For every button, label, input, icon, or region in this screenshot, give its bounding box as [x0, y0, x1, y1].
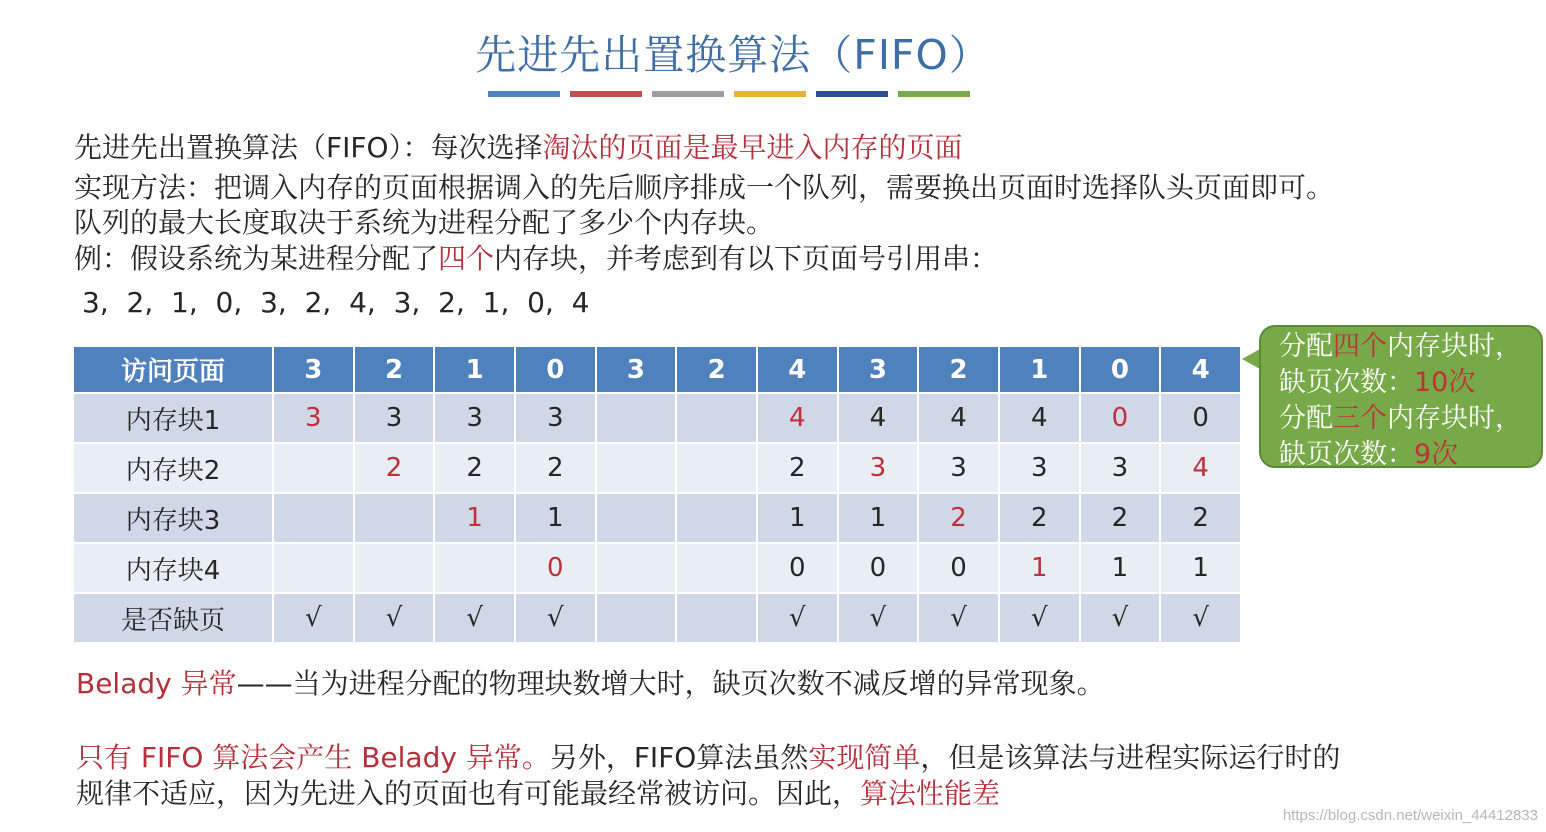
header-page-5: 3 [596, 346, 677, 393]
callout-text: 内存块时， [1387, 403, 1522, 434]
callout-highlight: 三个 [1333, 403, 1387, 434]
table-cell: 3 [354, 393, 435, 443]
row-label: 内存块3 [73, 493, 273, 543]
table-cell: 1 [999, 543, 1080, 593]
callout-pointer [1242, 349, 1260, 369]
table-cell: 1 [1160, 543, 1241, 593]
table-cell: 0 [1080, 393, 1161, 443]
fault-count-callout [1259, 325, 1543, 468]
table-cell: √ [1080, 593, 1161, 643]
table-cell: 4 [838, 393, 919, 443]
fifo-table [72, 345, 1242, 644]
callout-text: 缺页次数： [1279, 439, 1414, 470]
table-cell: 1 [434, 493, 515, 543]
table-cell [676, 593, 757, 643]
table-header-row [73, 346, 1241, 393]
header-page-7: 4 [757, 346, 838, 393]
table-row [73, 493, 1241, 543]
table-cell: √ [757, 593, 838, 643]
table-cell [273, 443, 354, 493]
table-cell: 4 [918, 393, 999, 443]
definition-lead: 先进先出置换算法（FIFO）：每次选择 [74, 131, 543, 164]
definition-highlight: 淘汰的页面是最早进入内存的页面 [542, 131, 963, 164]
conclusion-highlight-1: 只有 FIFO 算法会产生 Belady 异常。 [76, 741, 550, 774]
conclusion-text-1b: ，但是该算法与进程实际运行时的 [920, 741, 1341, 774]
table-cell: √ [1160, 593, 1241, 643]
callout-highlight: 9次 [1414, 439, 1459, 470]
table-cell [596, 493, 677, 543]
queue-length-line: 队列的最大长度取决于系统为进程分配了多少个内存块。 [74, 206, 775, 239]
method-line: 实现方法：把调入内存的页面根据调入的先后顺序排成一个队列，需要换出页面时选择队头页面即可。 [74, 171, 1335, 204]
table-cell: 2 [999, 493, 1080, 543]
table-cell: 0 [757, 543, 838, 593]
example-highlight: 四个 [438, 242, 495, 275]
row-label: 内存块4 [73, 543, 273, 593]
row-label: 是否缺页 [73, 593, 273, 643]
table-cell [676, 543, 757, 593]
table-cell: √ [434, 593, 515, 643]
table-cell: 2 [918, 493, 999, 543]
title-bar-5 [816, 91, 888, 97]
callout-text: 分配 [1279, 331, 1333, 362]
table-cell [354, 543, 435, 593]
table-cell: √ [838, 593, 919, 643]
table-cell: 3 [918, 443, 999, 493]
table-cell: 2 [1160, 493, 1241, 543]
callout-line-4 [1279, 437, 1541, 473]
table-cell: √ [273, 593, 354, 643]
title-bar-4 [734, 91, 806, 97]
table-cell: 3 [1080, 443, 1161, 493]
title-bar-2 [570, 91, 642, 97]
conclusion-text-1a: 另外，FIFO算法虽然 [549, 741, 809, 774]
watermark: https://blog.csdn.net/weixin_44412833 [1282, 807, 1538, 824]
example-lead: 例：假设系统为某进程分配了 [74, 242, 439, 275]
table-cell: 1 [1080, 543, 1161, 593]
table-cell [273, 543, 354, 593]
table-cell [596, 393, 677, 443]
header-page-10: 1 [999, 346, 1080, 393]
callout-highlight: 10次 [1414, 367, 1476, 398]
callout-text: 内存块时， [1387, 331, 1522, 362]
title-color-bars [488, 91, 970, 97]
table-cell: 1 [757, 493, 838, 543]
title-bar-1 [488, 91, 560, 97]
example-line [74, 241, 998, 277]
table-cell: 2 [757, 443, 838, 493]
table-cell: 1 [515, 493, 596, 543]
table-cell: 3 [434, 393, 515, 443]
header-page-9: 2 [918, 346, 999, 393]
table-cell [676, 493, 757, 543]
table-cell: 0 [838, 543, 919, 593]
header-page-2: 2 [354, 346, 435, 393]
conclusion-line-1 [76, 740, 1340, 776]
header-label: 访问页面 [73, 346, 273, 393]
header-page-11: 0 [1080, 346, 1161, 393]
table-cell [676, 443, 757, 493]
reference-string: 3, 2, 1, 0, 3, 2, 4, 3, 2, 1, 0, 4 [82, 286, 590, 319]
table-cell: 4 [999, 393, 1080, 443]
table-cell: 3 [515, 393, 596, 443]
table-row [73, 443, 1241, 493]
table-cell [596, 593, 677, 643]
table-cell: 0 [918, 543, 999, 593]
header-page-6: 2 [676, 346, 757, 393]
table-cell [273, 493, 354, 543]
table-cell: 4 [1160, 443, 1241, 493]
callout-text: 缺页次数： [1279, 367, 1414, 398]
title-bar-6 [898, 91, 970, 97]
belady-definition: ——当为进程分配的物理块数增大时，缺页次数不减反增的异常现象。 [236, 667, 1105, 700]
table-row [73, 593, 1241, 643]
belady-line [76, 666, 1105, 702]
table-cell: 3 [999, 443, 1080, 493]
row-label: 内存块1 [73, 393, 273, 443]
table-cell: 2 [515, 443, 596, 493]
header-page-3: 1 [434, 346, 515, 393]
table-cell: √ [999, 593, 1080, 643]
definition-line [74, 130, 963, 166]
table-cell: 2 [1080, 493, 1161, 543]
table-cell [596, 543, 677, 593]
table-cell: 2 [354, 443, 435, 493]
header-page-4: 0 [515, 346, 596, 393]
header-page-8: 3 [838, 346, 919, 393]
conclusion-line-2 [76, 776, 1000, 812]
row-label: 内存块2 [73, 443, 273, 493]
conclusion-highlight-3: 算法性能差 [860, 777, 1001, 810]
callout-line-3 [1279, 401, 1541, 437]
table-cell: 2 [434, 443, 515, 493]
callout-text: 分配 [1279, 403, 1333, 434]
table-cell [596, 443, 677, 493]
callout-highlight: 四个 [1333, 331, 1387, 362]
table-cell: 0 [1160, 393, 1241, 443]
table-cell [676, 393, 757, 443]
example-tail: 内存块，并考虑到有以下页面号引用串： [494, 242, 999, 275]
table-cell: √ [515, 593, 596, 643]
table-cell: √ [354, 593, 435, 643]
table-cell [354, 493, 435, 543]
conclusion-highlight-2: 实现简单 [808, 741, 921, 774]
table-row [73, 543, 1241, 593]
table-row [73, 393, 1241, 443]
belady-term: Belady 异常 [76, 667, 237, 700]
table-cell: √ [918, 593, 999, 643]
table-cell: 3 [838, 443, 919, 493]
header-page-12: 4 [1160, 346, 1241, 393]
table-cell: 1 [838, 493, 919, 543]
conclusion-text-2: 规律不适应，因为先进入的页面也有可能最经常被访问。因此， [76, 777, 861, 810]
callout-line-2 [1279, 365, 1541, 401]
table-cell: 3 [273, 393, 354, 443]
table-cell: 0 [515, 543, 596, 593]
header-page-1: 3 [273, 346, 354, 393]
callout-line-1 [1279, 329, 1541, 365]
table-cell [434, 543, 515, 593]
title-bar-3 [652, 91, 724, 97]
table-cell: 4 [757, 393, 838, 443]
page-title: 先进先出置换算法（FIFO） [475, 31, 991, 79]
